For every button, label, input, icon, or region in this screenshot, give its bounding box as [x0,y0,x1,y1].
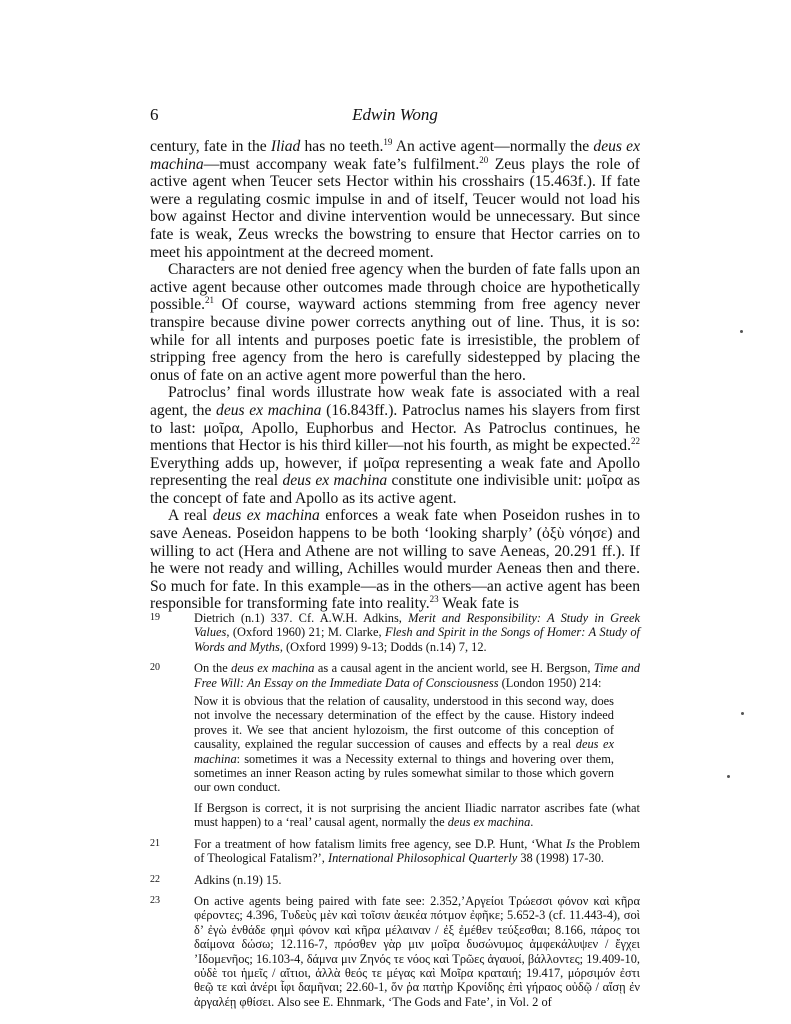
paragraph-2 [150,261,640,384]
main-text [150,138,640,613]
text-run: For a treatment of how fatalism limits free agency, see D.P. Hunt, ‘What [194,836,567,851]
footnote-number: 23 [150,894,160,906]
footnote-number: 22 [150,873,160,885]
text-run: (16.843ff.). Patroclus names his slayers from first to last: μοῖρα, Apollo, Euphorbus and Hector. As Patroclus continues, he mentions that Hector is his third killer—not his fourth, as might be expected. [150,401,640,455]
footnote-ref: 22 [631,435,640,446]
italic-title: Merit and Responsibility: A Study in Greek Values [194,611,640,640]
footnote-20 [150,661,640,829]
italic-term: deus ex machina [194,737,614,766]
text-run: 38 (1998) 17-30. [517,851,604,866]
footnote-21 [150,837,640,866]
text-run: Weak fate is [438,595,519,613]
paragraph-1 [150,138,640,261]
page-number: 6 [150,105,159,124]
text-run: Dietrich (n.1) 337. Cf. A.W.H. Adkins, [194,611,409,625]
text-run: If Bergson is correct, it is not surprising the ancient Iliadic narrator ascribes fate (what must happen) to a ‘real’ causal agent, normally the [194,800,640,830]
footnote-19 [150,611,640,654]
paragraph-3 [150,384,640,507]
text-run: Now it is obvious that the relation of causality, understood in this second way, does not involve the necessary determination of the effect by the cause. History indeed proves it. We see that ancient hylozoism, the first outcome of this conception of causality, explained the regular succession of causes and effects by a real [194,694,614,752]
text-run: On active agents being paired with fate see: 2.352,’Αργείοι Τρώεσσι φόνον καὶ κῆρα φέροντες; 4.396, Τυδεὺς μὲν καὶ τοῖσιν ἀεικέα πότμον ἐφῆκε; 5.652-3 (cf. 11.443-4), σοὶ δ’ ἐγὼ ἐνθάδε φημὶ φόνον καὶ κῆρα μέλαιναν / ἐξ ἐμέθεν τεύξεσθαι; 8.166, πάρος τοι δαίμονα δώσω; 12.116-7, πρόσθεν γὰρ μιν μοῖρα δυσώνυμος ἀμφεκάλυψεν / ἔγχει ’Ιδομενῆος; 16.103-4, δάμνα μιν Ζηνός τε νόος καὶ Τρῶες ἀγαυοί, βάλλοντες; 19.409-10, οὐδὲ τοι ἡμεῖς / αἴτιοι, ἀλλὰ θεός τε μέγας καὶ Μοῖρα κραταιή; 19.417, μόρσιμόν ἐστι θεῷ τε καὶ ἀνέρι ἶφι δαμῆναι; 22.60-1, ὅν ῥα πατὴρ Κρονίδης ἐπὶ γήραος οὐδῷ / αἴσῃ ἐν ἀργαλέῃ φθίσει. Also see E. Ehnmark, ‘The Gods and Fate’, in Vol. 2 of [194,893,640,1009]
italic-title: Time and Free Will: An Essay on the Immediate Data of Consciousness [194,661,640,690]
footnotes [150,611,640,1016]
text-run: Adkins (n.19) 15. [194,872,282,887]
text-run: has no teeth. [300,138,384,155]
scan-speck [727,775,730,778]
text-run: Characters are not denied free agency when the burden of fate falls upon an active agent because other outcomes made through choice are hypothetically possible. [150,261,640,314]
text-run: constitute one indivisible unit: μοῖρα as the concept of fate and Apollo as its active agent. [150,472,640,507]
italic-term: deus ex machina [216,401,322,419]
italic-term: deus ex machina [282,472,388,490]
text-run: A real [168,507,213,525]
footnote-ref: 23 [429,594,439,605]
italic-title: Flesh and Spirit in the Songs of Homer: A Study of Words and Myths [194,625,640,654]
text-run: —must accompany weak fate’s fulfilment. [203,155,480,173]
italic-term: deus ex machina [231,661,315,676]
text-run: : sometimes it was a Necessity external to things and hovering over them, sometimes an inner Reason acting by rules somewhat similar to those which govern our own conduct. [194,751,614,795]
footnote-number: 20 [150,662,160,674]
text-run: On the [194,661,232,676]
paragraph-4 [150,507,640,613]
block-quote [194,694,614,795]
text-run: the Problem of Theological Fatalism?’, [194,836,640,866]
text-run: Of course, wayward actions stemming from free agency never transpire because divine power corrects anything out of line. Thus, it is so: while for all intents and purposes poetic fate is irresistible, the problem of stripping free agency from the hero is carefully sidestepped by placing the onus of fate on an active agent more powerful than the hero. [150,296,640,384]
footnote-ref: 19 [383,136,393,147]
footnote-ref: 21 [205,295,215,306]
text-run: enforces a weak fate when Poseidon rushes in to save Aeneas. Poseidon happens to be both ‘looking sharply’ (ὀξὺ νόησε) and willing to act (Hera and Athene are not willing to save Aeneas, 20.291 ff.). If he were not ready and willing, Achilles would murder Aeneas then and there. So much for fate. In this example—as in the others—an active agent has been responsible for transforming fate into reality. [150,507,640,613]
italic-title: Iliad [270,138,301,155]
text-run: (London 1950) 214: [498,675,602,690]
text-run: Zeus plays the role of active agent when Teucer sets Hector within his crosshairs (15.463f.). If fate were a regulating cosmic impulse in and of itself, Teucer would not load his bow against Hector and divine intervention would be unnecessary. But since fate is weak, Zeus wrecks the bowstring to ensure that Hector carries on to meet his appointment at the decreed moment. [150,155,640,261]
text-run: century, fate in the [150,138,271,155]
text-run: as a causal agent in the ancient world, see H. Bergson, [314,661,594,676]
italic-term: deus ex machina [447,815,531,830]
text-run: , (Oxford 1960) 21; M. Clarke, [226,625,386,640]
scan-speck [740,330,743,333]
text-run: Everything adds up, however, if μοῖρα representing a weak fate and Apollo representing the real [150,454,640,490]
footnote-number: 19 [150,612,160,623]
text-run: Patroclus’ final words illustrate how weak fate is associated with a real agent, the [150,384,640,419]
footnote-ref: 20 [479,154,489,165]
text-run: . [530,815,534,830]
scan-speck [741,712,744,715]
text-run: , (Oxford 1999) 9-13; Dodds (n.14) 7, 12. [279,639,487,654]
footnote-23 [150,894,640,1009]
italic-term: Is [566,836,576,851]
page-header [150,105,640,131]
footnote-number: 21 [150,837,160,849]
text-run: An active agent—normally the [392,138,594,155]
footnote-22 [150,873,640,887]
italic-term: deus ex machina [212,507,320,525]
italic-title: International Philosophical Quarterly [327,851,518,866]
italic-term: deus ex machina [150,138,640,173]
running-head-author: Edwin Wong [352,105,438,124]
